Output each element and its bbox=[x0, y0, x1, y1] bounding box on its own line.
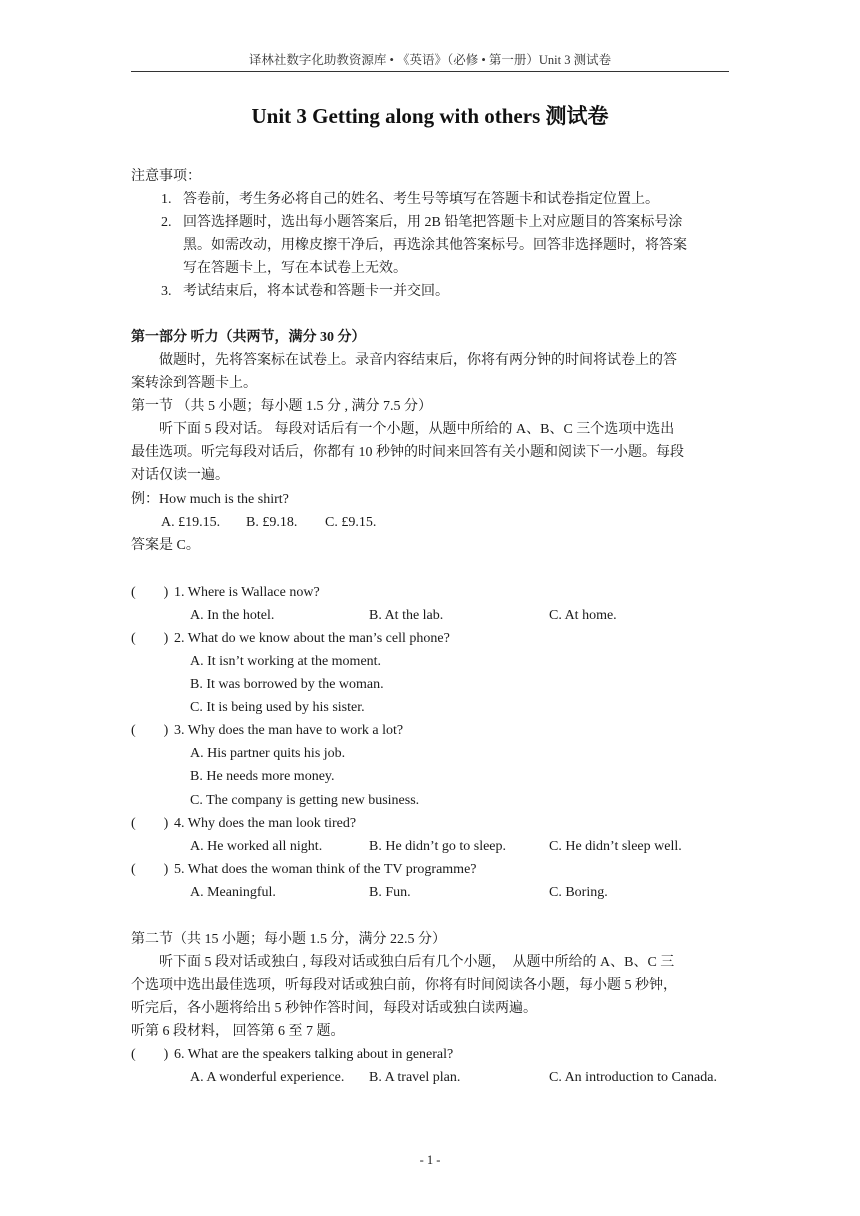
example-answer: 答案是 C。 bbox=[131, 538, 200, 553]
q3-option-c: C. The company is getting new business. bbox=[190, 793, 420, 808]
q2-option-c: C. It is being used by his sister. bbox=[190, 700, 365, 715]
question-1: 1. Where is Wallace now? bbox=[174, 585, 320, 600]
example-option-b: B. £9.18. bbox=[246, 515, 298, 530]
q2-option-a: A. It isn’t working at the moment. bbox=[190, 654, 382, 669]
question-3: 3. Why does the man have to work a lot? bbox=[174, 723, 404, 738]
example-question: 例：How much is the shirt? bbox=[131, 492, 289, 507]
notice-heading: 注意事项： bbox=[131, 169, 201, 184]
part1-intro-line2: 案转涂到答题卡上。 bbox=[131, 376, 257, 391]
answer-bracket[interactable]: ( ) bbox=[131, 585, 169, 600]
question-2: 2. What do we know about the man’s cell phone? bbox=[174, 631, 450, 646]
q6-option-c: C. An introduction to Canada. bbox=[549, 1070, 717, 1085]
page-number: - 1 - bbox=[419, 1153, 441, 1167]
notice-num-2: 2. bbox=[161, 215, 172, 230]
section2-instr-line1: 听下面 5 段对话或独白 , 每段对话或独白后有几个小题， 从题中所给的 A、B、C 三 bbox=[159, 955, 675, 970]
section2-heading: 第二节（共 15 小题；每小题 1.5 分，满分 22.5 分） bbox=[131, 932, 446, 947]
part1-intro-line1: 做题时，先将答案标在试卷上。录音内容结束后，你将有两分钟的时间将试卷上的答 bbox=[159, 353, 677, 368]
q3-option-a: A. His partner quits his job. bbox=[190, 746, 346, 761]
question-4: 4. Why does the man look tired? bbox=[174, 816, 357, 831]
section1-heading: 第一节 （共 5 小题；每小题 1.5 分 , 满分 7.5 分） bbox=[131, 399, 432, 414]
q2-option-b: B. It was borrowed by the woman. bbox=[190, 677, 384, 692]
section1-instr-line2: 最佳选项。听完每段对话后，你都有 10 秒钟的时间来回答有关小题和阅读下一小题。每段 bbox=[131, 445, 684, 460]
section1-instr-line1: 听下面 5 段对话。 每段对话后有一个小题，从题中所给的 A、B、C 三个选项中选出 bbox=[159, 422, 675, 437]
q6-option-b: B. A travel plan. bbox=[369, 1070, 461, 1085]
document-title: Unit 3 Getting along with others 测试卷 bbox=[251, 104, 609, 128]
q1-option-a: A. In the hotel. bbox=[190, 608, 275, 623]
notice-num-1: 1. bbox=[161, 192, 172, 207]
q6-option-a: A. A wonderful experience. bbox=[190, 1070, 345, 1085]
section1-instr-line3: 对话仅读一遍。 bbox=[131, 468, 229, 483]
q5-option-b: B. Fun. bbox=[369, 885, 411, 900]
section2-material: 听第 6 段材料， 回答第 6 至 7 题。 bbox=[131, 1024, 345, 1039]
q4-option-b: B. He didn’t go to sleep. bbox=[369, 839, 507, 854]
notice-item-3: 考试结束后，将本试卷和答题卡一并交回。 bbox=[183, 284, 449, 299]
answer-bracket[interactable]: ( ) bbox=[131, 723, 169, 738]
section2-instr-line3: 听完后，各小题将给出 5 秒钟作答时间，每段对话或独白读两遍。 bbox=[131, 1001, 537, 1016]
answer-bracket[interactable]: ( ) bbox=[131, 816, 169, 831]
q5-option-c: C. Boring. bbox=[549, 885, 608, 900]
notice-num-3: 3. bbox=[161, 284, 172, 299]
q1-option-b: B. At the lab. bbox=[369, 608, 444, 623]
q4-option-a: A. He worked all night. bbox=[190, 839, 323, 854]
part1-heading: 第一部分 听力（共两节，满分 30 分） bbox=[131, 330, 366, 345]
example-option-a: A. £19.15. bbox=[161, 515, 221, 530]
notice-item-2-line3: 写在答题卡上，写在本试卷上无效。 bbox=[183, 261, 407, 276]
answer-bracket[interactable]: ( ) bbox=[131, 862, 169, 877]
question-5: 5. What does the woman think of the TV programme? bbox=[174, 862, 477, 877]
q3-option-b: B. He needs more money. bbox=[190, 769, 335, 784]
answer-bracket[interactable]: ( ) bbox=[131, 631, 169, 646]
q5-option-a: A. Meaningful. bbox=[190, 885, 276, 900]
q1-option-c: C. At home. bbox=[549, 608, 617, 623]
page-header: 译林社数字化助教资源库 • 《英语》（必修 • 第一册）Unit 3 测试卷 bbox=[131, 50, 729, 72]
question-6: 6. What are the speakers talking about in general? bbox=[174, 1047, 454, 1062]
section2-instr-line2: 个选项中选出最佳选项，听每段对话或独白前，你将有时间阅读各小题，每小题 5 秒钟， bbox=[131, 978, 677, 993]
example-option-c: C. £9.15. bbox=[325, 515, 377, 530]
answer-bracket[interactable]: ( ) bbox=[131, 1047, 169, 1062]
notice-item-1: 答卷前，考生务必将自己的姓名、考生号等填写在答题卡和试卷指定位置上。 bbox=[183, 192, 659, 207]
notice-item-2-line2: 黑。如需改动，用橡皮擦干净后，再选涂其他答案标号。回答非选择题时，将答案 bbox=[183, 238, 687, 253]
notice-item-2-line1: 回答选择题时，选出每小题答案后，用 2B 铅笔把答题卡上对应题目的答案标号涂 bbox=[183, 215, 683, 230]
q4-option-c: C. He didn’t sleep well. bbox=[549, 839, 682, 854]
